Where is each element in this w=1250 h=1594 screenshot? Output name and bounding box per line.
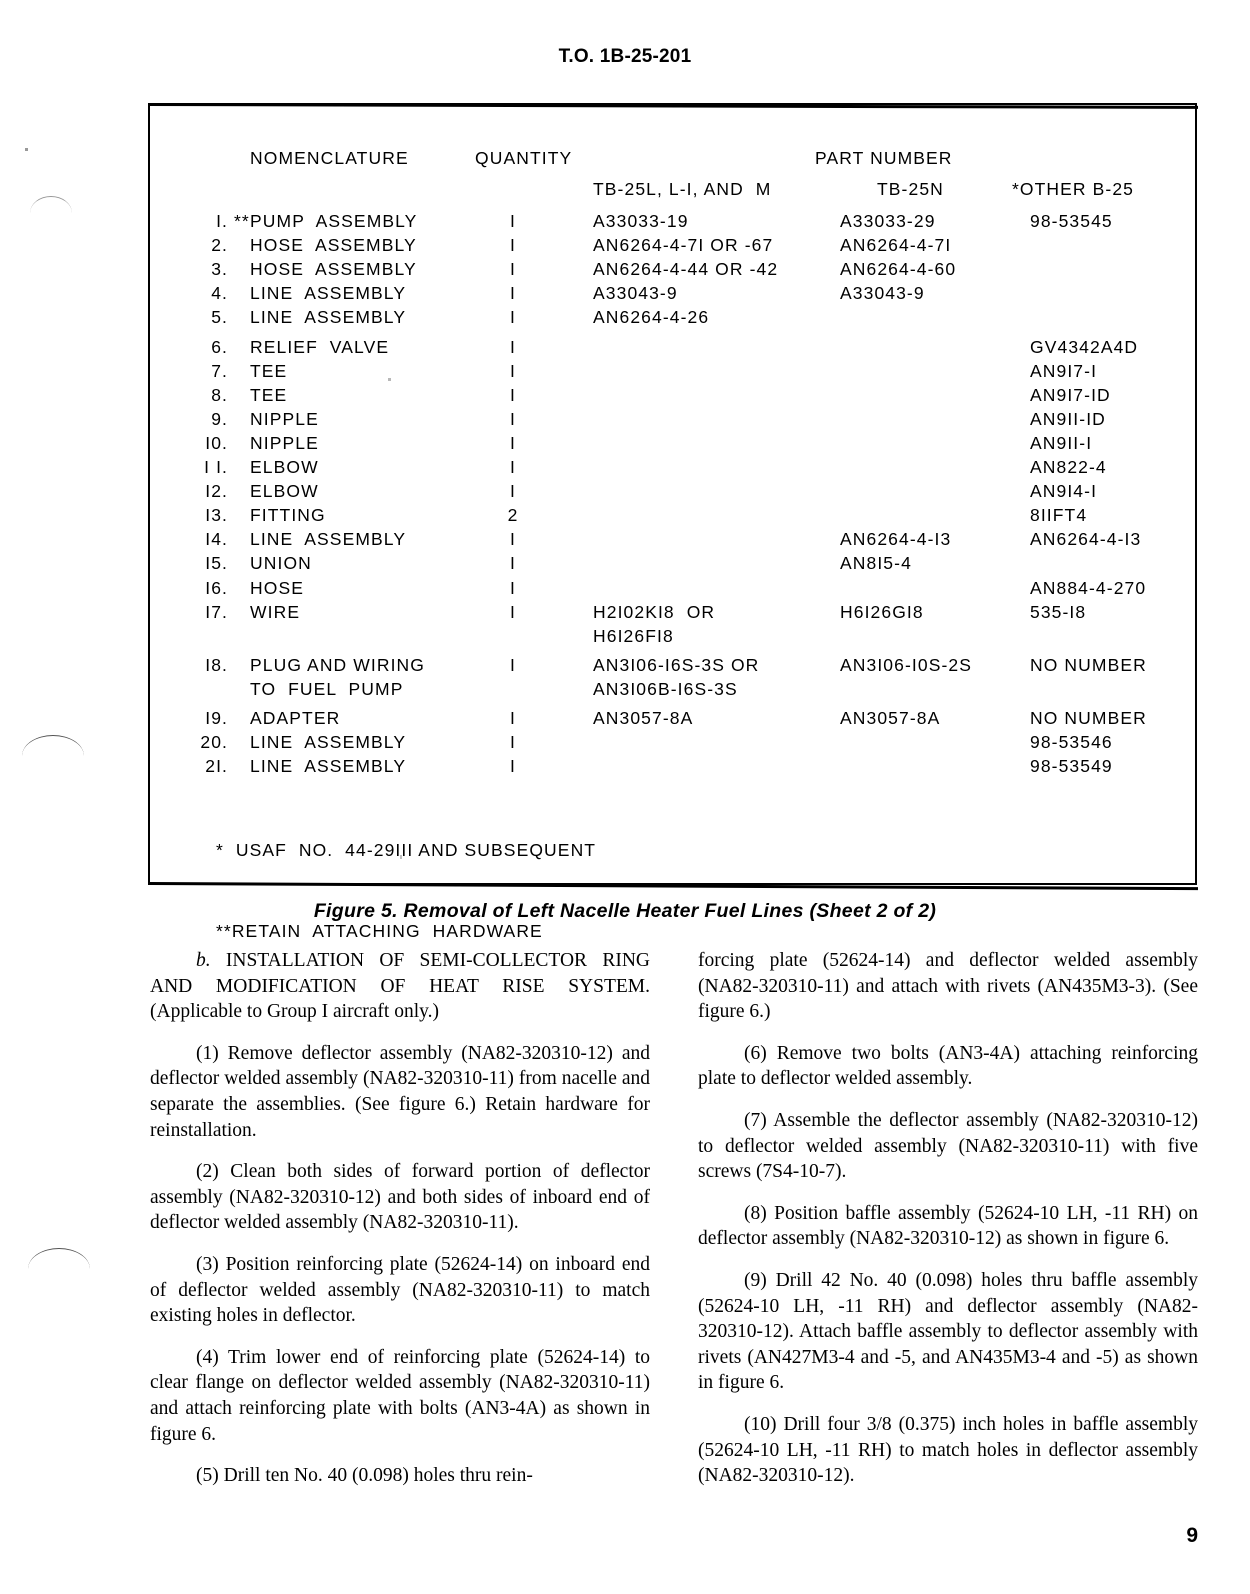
body-paragraph: (9) Drill 42 No. 40 (0.098) holes thru baffle assembly (52624-10 LH, -11 RH) and deflector assembly (NA82-320310-12). Attach baffle assembly to deflector assembly with rivets (AN427M3-4 and -5, and AN435M3-4 and -5) as shown in figure 6. [698,1269,1198,1394]
table-row [150,309,1195,333]
row-part-number-other: AN9II-I [1030,432,1093,453]
table-row [150,710,1195,734]
row-quantity: I [510,529,516,550]
scan-artifact-arc [28,1248,90,1269]
row-quantity: I [510,336,516,357]
row-part-number-tb25l: AN3I06-I6S-3S OR [593,654,760,675]
row-part-number-tb25n: H6I26GI8 [840,601,924,622]
left-text-column [150,948,650,1505]
right-text-column [698,948,1198,1505]
row-nomenclature: LINE ASSEMBLY [250,756,407,777]
row-nomenclature: FITTING [250,505,326,526]
row-nomenclature: TEE [250,360,288,381]
row-nomenclature: LINE ASSEMBLY [250,283,407,304]
row-quantity: I [510,601,516,622]
row-quantity: I [510,481,516,502]
row-part-number-tb25l: AN6264-4-7I OR -67 [593,235,774,256]
row-index: 2I. [205,756,228,777]
row-index: 5. [211,307,228,328]
row-index: 8. [211,384,228,405]
column-header-part-number: PART NUMBER [815,148,953,168]
row-nomenclature: HOSE [250,577,304,598]
row-nomenclature: ELBOW [250,481,319,502]
body-paragraph: (2) Clean both sides of forward portion of deflector assembly (NA82-320310-12) and both sides of inboard end of deflector welded assembly (NA82-320310-11). [150,1161,650,1234]
row-index: I2. [205,481,228,502]
table-row [150,384,1195,411]
row-part-number-other: AN9I7-ID [1030,384,1111,405]
row-quantity: I [510,408,516,429]
row-part-number-tb25n: AN6264-4-7I [840,235,952,256]
scan-artifact-speck [25,148,28,151]
row-quantity: I [510,756,516,777]
column-subheader-tb25n: TB-25N [877,179,944,199]
body-paragraph: (3) Position reinforcing plate (52624-14) on inboard end of deflector welded assembly (NA82-320310-11) to match existing holes in deflector. [150,1253,650,1327]
row-part-number-tb25l: AN3057-8A [593,708,694,728]
row-nomenclature: NIPPLE [250,432,319,453]
table-row [150,336,1195,363]
table-row [150,758,1195,782]
footnote-double-star: **RETAIN ATTACHING HARDWARE [216,921,543,941]
row-part-number-other: AN9I4-I [1030,481,1098,502]
row-index: I5. [205,553,228,574]
row-quantity: I [510,457,516,477]
body-paragraph: (8) Position baffle assembly (52624-10 LH, -11 RH) on deflector assembly (NA82-320310-12) as shown in figure 6. [698,1202,1198,1250]
row-nomenclature: NIPPLE [250,408,319,429]
column-subheader-other-b25: *OTHER B-25 [1012,179,1134,199]
body-paragraph: forcing plate (52624-14) and deflector welded assembly (NA82-320310-11) and attach with rivets (AN435M3-3). (See figure 6.) [698,950,1198,1023]
row-part-number-tb25l: AN6264-4-44 OR -42 [593,259,779,280]
row-quantity: I [510,732,516,753]
row-quantity: I [510,211,516,231]
row-part-number-tb25n: A33043-9 [840,283,925,304]
row-part-number-tb25l: H2I02KI8 OR [593,601,716,622]
row-quantity: I [510,432,516,453]
table-row [150,408,1195,435]
row-index: I9. [205,708,228,728]
row-quantity: I [510,259,516,280]
section-heading [150,948,650,1025]
row-part-number-other: GV4342A4D [1030,336,1139,357]
page-number: 9 [1186,1524,1198,1547]
row-nomenclature: HOSE ASSEMBLY [250,259,417,280]
row-nomenclature: WIRE [250,601,301,622]
row-nomenclature: ADAPTER [250,708,341,728]
row-part-number-tb25n: AN3I06-I0S-2S [840,654,972,675]
body-paragraph: (10) Drill four 3/8 (0.375) inch holes in baffle assembly (52624-10 LH, -11 RH) to match holes in deflector assembly (NA82-320310-12). [698,1413,1198,1487]
row-part-number-other: AN822-4 [1030,457,1107,477]
section-heading-label: b. [196,950,211,971]
body-text-columns [150,948,1199,1505]
section-heading-text: INSTALLATION OF SEMI-COLLECTOR RING AND MODIFICATION OF HEAT RISE SYSTEM. (Applicable to Group I aircraft only.) [150,950,650,1023]
row-quantity: I [510,283,516,304]
table-row [150,237,1195,261]
row-nomenclature: LINE ASSEMBLY [250,307,407,328]
row-index: I4. [205,529,228,550]
row-quantity: 2 [507,505,519,526]
row-nomenclature: RELIEF VALVE [250,336,390,357]
column-header-quantity: QUANTITY [475,148,573,168]
row-nomenclature: HOSE ASSEMBLY [250,235,417,256]
body-paragraph: (6) Remove two bolts (AN3-4A) attaching reinforcing plate to deflector welded assembly. [698,1042,1198,1090]
row-index: 4. [211,283,228,304]
table-row [150,360,1195,387]
row-quantity: I [510,577,516,598]
table-row [150,432,1195,459]
row-part-number-tb25n: A33033-29 [840,211,936,231]
row-part-number-tb25n: AN6264-4-I3 [840,529,952,550]
row-part-number-other: NO NUMBER [1030,654,1147,675]
table-row [150,285,1195,309]
row-part-number-other: 98-53546 [1030,732,1113,753]
row-nomenclature: PUMP ASSEMBLY [250,211,418,231]
left-column-paragraphs [150,1041,650,1489]
scan-artifact-arc [22,735,84,756]
table-row [150,459,1195,483]
row-part-number-other: 535-I8 [1030,601,1087,622]
row-nomenclature: ELBOW [250,457,319,477]
table-row-continuation [150,625,1195,652]
column-header-nomenclature: NOMENCLATURE [250,148,409,168]
row-part-number-other: AN9I7-I [1030,360,1098,381]
row-quantity: I [510,360,516,381]
table-row [150,483,1195,507]
row-quantity: I [510,708,516,728]
row-part-number-tb25n: AN6264-4-60 [840,259,957,280]
row-part-number-tb25l: AN6264-4-26 [593,307,710,328]
body-paragraph: (1) Remove deflector assembly (NA82-320310-12) and deflector welded assembly (NA82-320310-11) from nacelle and separate the assemblies. (See figure 6.) Retain hardware for reinstallation. [150,1042,650,1141]
row-index: I8. [205,654,228,675]
table-row [150,213,1195,237]
table-row [150,734,1195,758]
row-part-number-other: 98-53549 [1030,756,1113,777]
row-nomenclature-continued: TO FUEL PUMP [250,678,404,699]
row-quantity: I [510,307,516,328]
right-column-paragraphs [698,948,1198,1489]
row-index: I7. [205,601,228,622]
row-nomenclature: LINE ASSEMBLY [250,732,407,753]
row-part-number-other: AN6264-4-I3 [1030,529,1142,550]
row-quantity: I [510,553,516,574]
row-index: 7. [211,360,228,381]
row-part-number-tb25l: A33033-19 [593,211,689,231]
row-index: 3. [211,259,228,280]
row-nomenclature: UNION [250,553,312,574]
row-index: I I. [204,457,228,477]
row-part-number-tb25l: A33043-9 [593,283,678,304]
row-part-number-other: 8IIFT4 [1030,505,1088,526]
row-part-number-tb25l-continued: AN3I06B-I6S-3S [593,678,738,699]
table-row [150,601,1195,628]
table-row-continuation [150,678,1195,705]
body-paragraph: (7) Assemble the deflector assembly (NA82-320310-12) to deflector welded assembly (NA82-320310-11) with five screws (7S4-10-7). [698,1109,1198,1183]
running-head-title: T.O. 1B-25-201 [558,46,692,67]
row-index: 2. [211,235,228,256]
row-index: I0. [205,432,228,453]
table-row [150,654,1195,681]
table-row [150,507,1195,531]
row-part-number-other: NO NUMBER [1030,708,1147,728]
figure-caption: Figure 5. Removal of Left Nacelle Heater Fuel Lines (Sheet 2 of 2) [313,900,937,922]
row-quantity: I [510,235,516,256]
row-index: 6. [211,336,228,357]
row-index: I6. [205,577,228,598]
row-part-number-other: 98-53545 [1030,211,1113,231]
row-nomenclature: LINE ASSEMBLY [250,529,407,550]
body-paragraph: (4) Trim lower end of reinforcing plate (52624-14) to clear flange on deflector welded assembly (NA82-320310-11) and attach reinforcing plate with bolts (AN3-4A) as shown in figure 6. [150,1346,650,1445]
table-row [150,261,1195,285]
body-paragraph: (5) Drill ten No. 40 (0.098) holes thru rein- [196,1465,533,1487]
row-part-number-tb25l-continued: H6I26FI8 [593,625,674,646]
row-nomenclature: PLUG AND WIRING [250,654,425,675]
row-quantity: I [510,654,516,675]
row-part-number-other: AN9II-ID [1030,408,1106,429]
row-quantity: I [510,384,516,405]
row-part-number-tb25n: AN3057-8A [840,708,941,728]
row-index: 20. [200,732,228,753]
row-footnote-marker: ** [234,211,250,231]
column-subheader-tb25l: TB-25L, L-I, AND M [593,179,772,199]
footnote-single-star: * USAF NO. 44-29III AND SUBSEQUENT [216,840,597,860]
table-row [150,555,1195,579]
table-row [150,577,1195,604]
table-row [150,531,1195,555]
row-nomenclature: TEE [250,384,288,405]
scan-artifact-arc [30,196,72,213]
row-part-number-tb25n: AN8I5-4 [840,553,912,574]
row-part-number-other: AN884-4-270 [1030,577,1147,598]
row-index: I. [216,211,228,231]
row-index: I3. [205,505,228,526]
row-index: 9. [211,408,228,429]
